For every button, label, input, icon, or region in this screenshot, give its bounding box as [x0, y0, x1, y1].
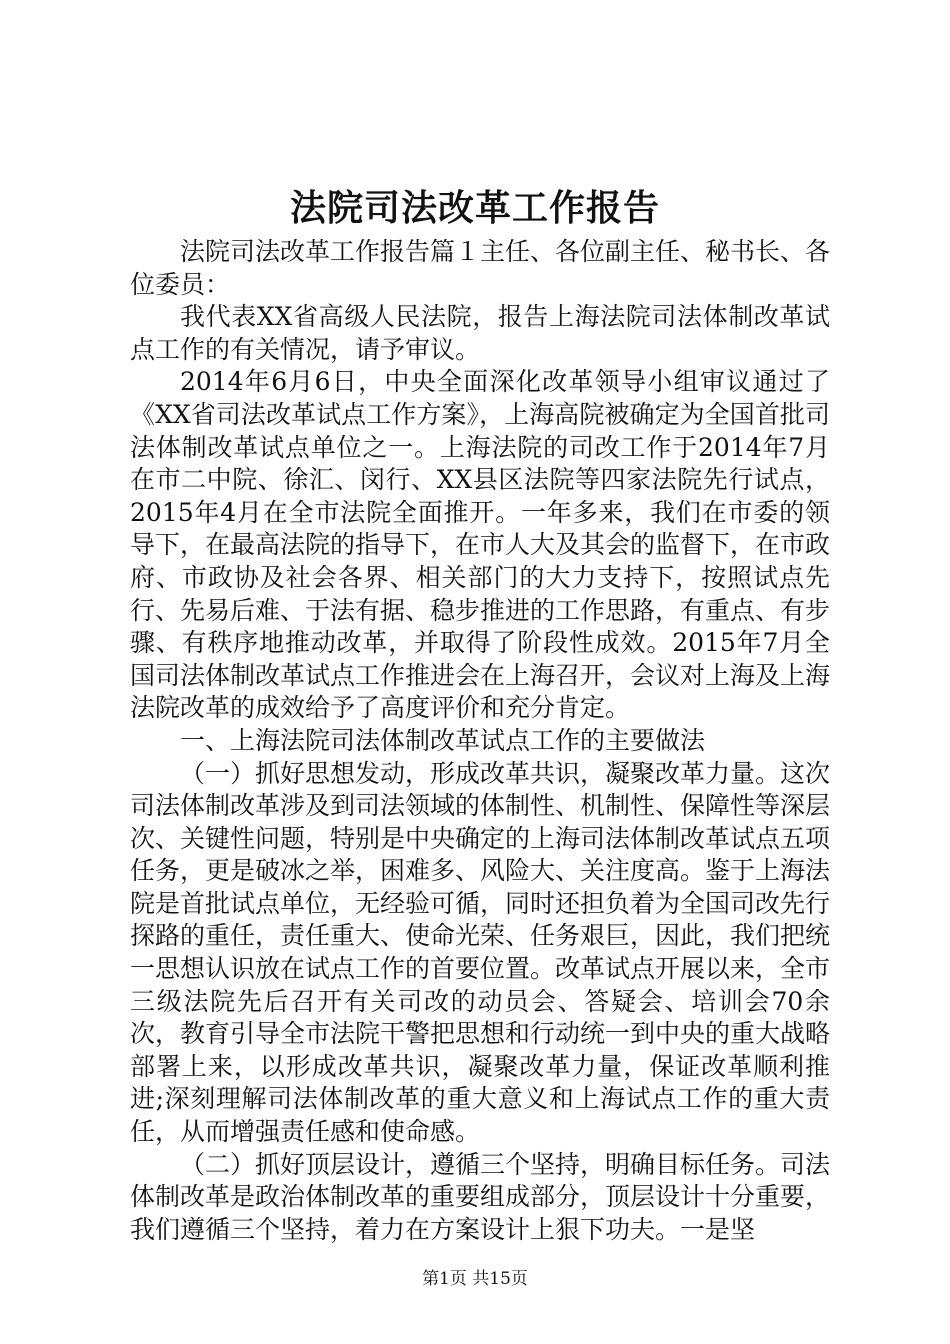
paragraph: （二）抓好顶层设计，遵循三个坚持，明确目标任务。司法体制改革是政治体制改革的重要组成部分，顶层设计十分重要，我们遵循三个坚持，着力在方案设计上狠下功夫。一是坚 [130, 1149, 831, 1244]
page-footer: 第1页 共15页 [422, 1269, 528, 1289]
paragraph: 我代表XX省高级人民法院，报告上海法院司法体制改革试点工作的有关情况，请予审议。 [130, 302, 830, 364]
section-heading: 一、上海法院司法体制改革试点工作的主要做法 [180, 725, 706, 755]
document-title: 法院司法改革工作报告 [289, 187, 660, 229]
paragraph: （一）抓好思想发动，形成改革共识，凝聚改革力量。这次司法体制改革涉及到司法领域的体制性、机制性、保障性等深层次、关键性问题，特别是中央确定的上海司法体制改革试点五项任务，更是破冰之举，困难多、风险大、关注度高。鉴于上海法院是首批试点单位，无经验可循，同时还担负着为全国司改先行探路的重任，责任重大、使命光荣、任务艰巨，因此，我们把统一思想认识放在试点工作的首要位置。改革试点开展以来，全市三级法院先后召开有关司改的动员会、答疑会、培训会70余次，教育引导全市法院干警把思想和行动统一到中央的重大战略部署上来，以形成改革共识，凝聚改革力量，保证改革顺利推进;深刻理解司法体制改革的重大意义和上海试点工作的重大责任，从而增强责任感和使命感。 [130, 758, 831, 1147]
paragraph: 法院司法改革工作报告篇１主任、各位副主任、秘书长、各位委员： [130, 237, 831, 299]
paragraph: 2014年6月6日，中央全面深化改革领导小组审议通过了《XX省司法改革试点工作方案》，上海高院被确定为全国首批司法体制改革试点单位之一。上海法院的司改工作于2014年7月在市二中院、徐汇、闵行、XX县区法院等四家法院先行试点，2015年4月在全市法院全面推开。一年多来，我们在市委的领导下，在最高法院的指导下，在市人大及其会的监督下，在市政府、市政协及社会各界、相关部门的大力支持下，按照试点先行、先易后难、于法有据、稳步推进的工作思路，有重点、有步骤、有秩序地推动改革，并取得了阶段性成效。2015年7月全国司法体制改革试点工作推进会在上海召开，会议对上海及上海法院改革的成效给予了高度评价和充分肯定。 [130, 367, 831, 723]
document-body [130, 236, 830, 1246]
